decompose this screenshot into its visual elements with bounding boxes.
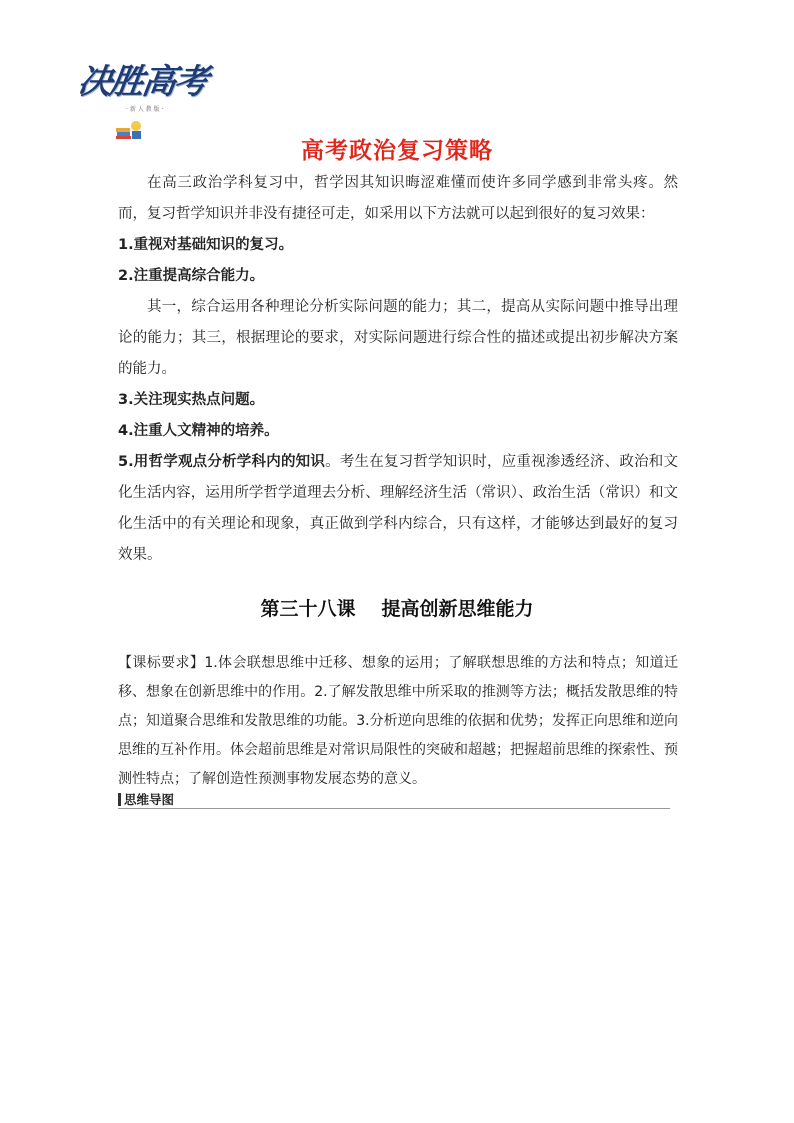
point-3: 3.关注现实热点问题。 [118, 392, 265, 408]
point-2: 2.注重提高综合能力。 [118, 268, 265, 284]
requirements-text: 1.体会联想思维中迁移、想象的运用；了解联想思维的方法和特点；知道迁移、想象在创新思维中的作用。2.了解发散思维中所采取的推测等方法；概括发散思维的特点；知道聚合思维和发散思维的功能。3.分析逆向思维的依据和优势；发挥正向思维和逆向思维的互补作用。体会超前思维是对常识局限性的突破和超越；把握超前思维的探索性、预测性特点；了解创造性预测事物发展态势的意义。 [118, 655, 678, 787]
logo-wordmark: 决胜高考 [75, 62, 209, 102]
lesson-heading [0, 594, 794, 621]
logo-subtitle: · 新 人 教 版 · [126, 106, 164, 113]
requirements-label: 【课标要求】 [118, 655, 205, 671]
lesson-number: 第三十八课 [260, 598, 356, 620]
point-4: 4.注重人文精神的培养。 [118, 423, 279, 439]
page-title: 高考政治复习策略 [301, 138, 493, 164]
point-2-detail: 其一，综合运用各种理论分析实际问题的能力；其二，提高从实际问题中推导出理论的能力；其三，根据理论的要求，对实际问题进行综合性的描述或提出初步解决方案的能力。 [118, 299, 678, 377]
point-5 [118, 447, 678, 571]
point-1: 1.重视对基础知识的复习。 [118, 237, 294, 253]
section-label: 思维导图 [124, 792, 175, 807]
brand-logo [75, 62, 209, 142]
intro-paragraph: 在高三政治学科复习中，哲学因其知识晦涩难懂而使许多同学感到非常头疼。然而，复习哲学知识并非没有捷径可走，如采用以下方法就可以起到很好的复习效果： [118, 175, 678, 222]
point-5-body: 。考生在复习哲学知识时，应重视渗透经济、政治和文化生活内容，运用所学哲学道理去分析、理解经济生活（常识）、政治生活（常识）和文化生活中的有关理论和现象，真正做到学科内综合，只有这样，才能够达到最好的复习效果。 [118, 454, 678, 563]
mind-map-section-header [118, 790, 670, 809]
curriculum-requirements [118, 649, 678, 794]
lesson-name: 提高创新思维能力 [381, 598, 534, 620]
point-5-heading: 5.用哲学观点分析学科内的知识 [118, 454, 326, 470]
section-marker-bar [118, 793, 121, 806]
